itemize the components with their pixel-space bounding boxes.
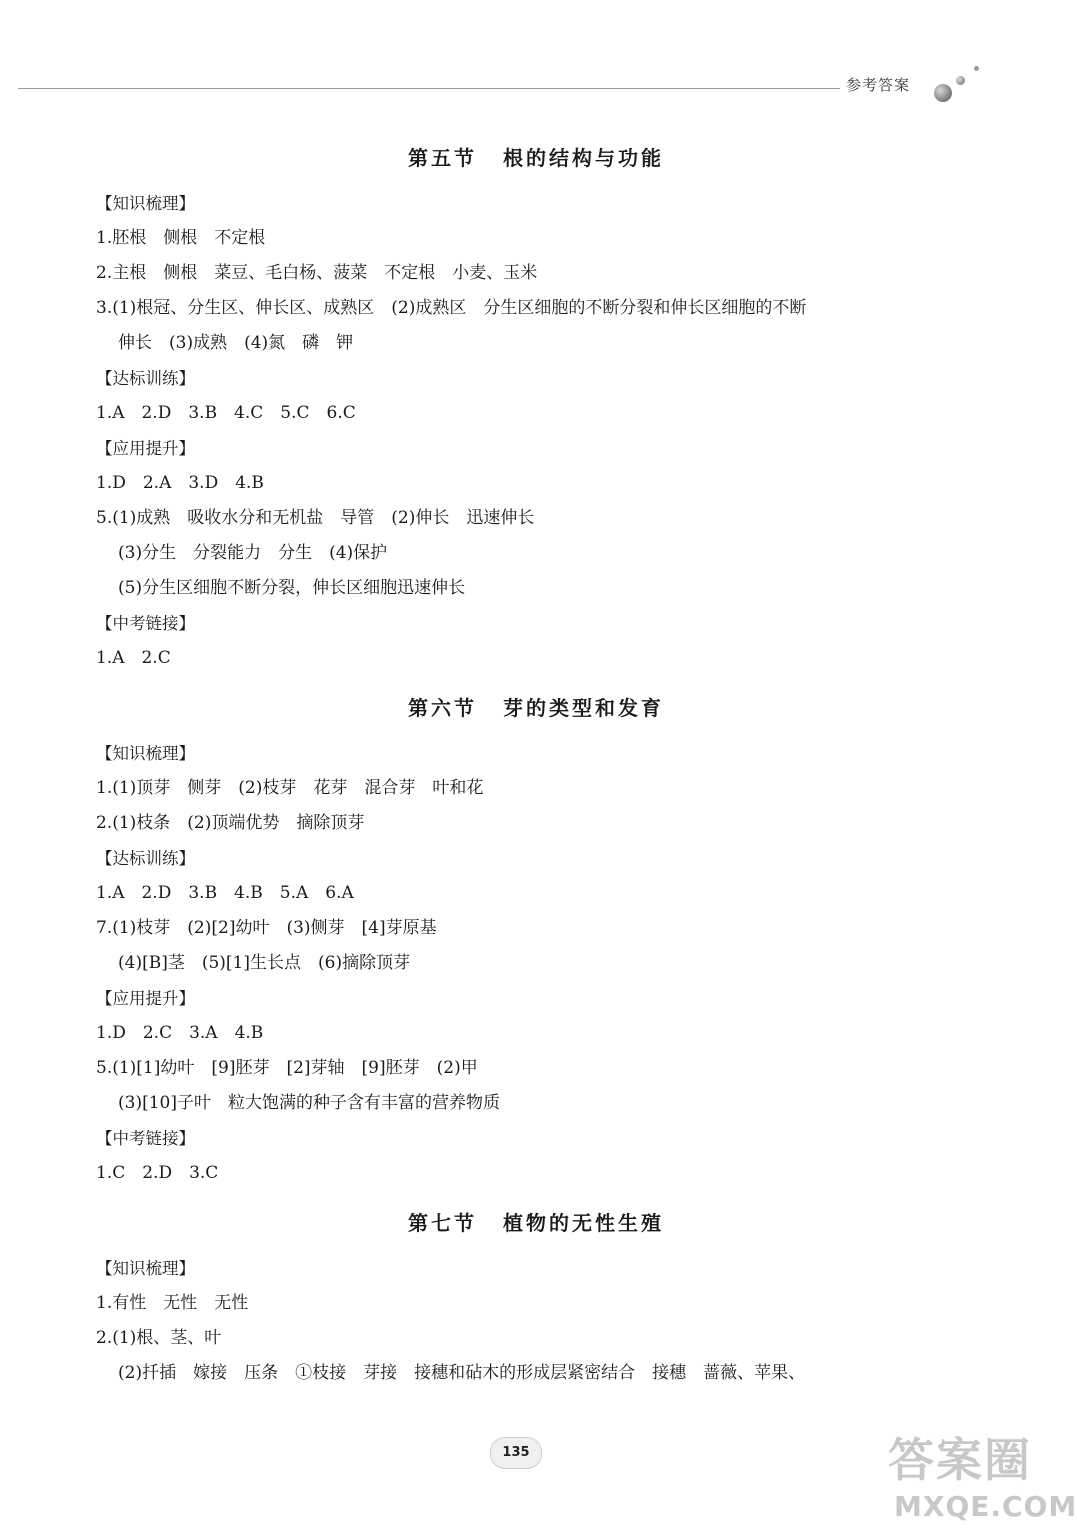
section-label: 【达标训练】	[96, 849, 195, 868]
header-rule	[18, 88, 840, 89]
answer-line: 1.C 2.D 3.C	[96, 1163, 219, 1183]
section-label: 【知识梳理】	[96, 744, 195, 763]
section-title: 第七节 植物的无性生殖	[408, 1211, 664, 1235]
answer-line: 1.D 2.C 3.A 4.B	[96, 1023, 264, 1043]
watermark-text: 答案圈	[888, 1433, 1032, 1487]
section-title: 第五节 根的结构与功能	[408, 146, 664, 170]
decor-dot-icon	[956, 76, 965, 85]
section-label: 【应用提升】	[96, 989, 195, 1008]
answer-line: 5.(1)[1]幼叶 [9]胚芽 [2]芽轴 [9]胚芽 (2)甲	[96, 1058, 478, 1078]
answer-line: (5)分生区细胞不断分裂，伸长区细胞迅速伸长	[118, 578, 466, 598]
answer-line: 伸长 (3)成熟 (4)氮 磷 钾	[118, 333, 354, 353]
section-label: 【中考链接】	[96, 1129, 195, 1148]
answer-line: (3)[10]子叶 粒大饱满的种子含有丰富的营养物质	[118, 1093, 500, 1113]
answer-line: 1.(1)顶芽 侧芽 (2)枝芽 花芽 混合芽 叶和花	[96, 778, 484, 798]
section-label: 【知识梳理】	[96, 194, 195, 213]
answer-line: (4)[B]茎 (5)[1]生长点 (6)摘除顶芽	[118, 953, 411, 973]
header-title: 参考答案	[846, 76, 911, 94]
answer-line: 7.(1)枝芽 (2)[2]幼叶 (3)侧芽 [4]芽原基	[96, 918, 437, 938]
answer-line: 1.D 2.A 3.D 4.B	[96, 473, 264, 493]
answer-line: 5.(1)成熟 吸收水分和无机盐 导管 (2)伸长 迅速伸长	[96, 508, 535, 528]
answer-line: (2)扦插 嫁接 压条 ①枝接 芽接 接穗和砧木的形成层紧密结合 接穗 蔷薇、苹果、	[118, 1363, 806, 1383]
page-number: 135	[490, 1437, 542, 1469]
answer-line: 1.胚根 侧根 不定根	[96, 228, 266, 248]
answer-line: 1.有性 无性 无性	[96, 1293, 249, 1313]
answer-line: 2.(1)枝条 (2)顶端优势 摘除顶芽	[96, 813, 365, 833]
answer-line: 2.主根 侧根 菜豆、毛白杨、菠菜 不定根 小麦、玉米	[96, 263, 538, 283]
answer-line: 1.A 2.D 3.B 4.B 5.A 6.A	[96, 883, 354, 903]
answer-line: 3.(1)根冠、分生区、伸长区、成熟区 (2)成熟区 分生区细胞的不断分裂和伸长区细胞的不断	[96, 298, 807, 318]
answer-line: 1.A 2.D 3.B 4.C 5.C 6.C	[96, 403, 356, 423]
answer-line: 1.A 2.C	[96, 648, 171, 668]
decor-dot-icon	[934, 84, 952, 102]
section-label: 【知识梳理】	[96, 1259, 195, 1278]
answer-line: (3)分生 分裂能力 分生 (4)保护	[118, 543, 388, 563]
watermark-logo	[888, 1432, 1077, 1530]
decor-dot-icon	[974, 66, 979, 71]
answer-content	[96, 140, 976, 1391]
section-label: 【应用提升】	[96, 439, 195, 458]
answer-line: 2.(1)根、茎、叶	[96, 1328, 222, 1348]
section-label: 【达标训练】	[96, 369, 195, 388]
section-title: 第六节 芽的类型和发育	[408, 696, 664, 720]
section-label: 【中考链接】	[96, 614, 195, 633]
watermark-url: MXQE.COM	[894, 1490, 1077, 1523]
